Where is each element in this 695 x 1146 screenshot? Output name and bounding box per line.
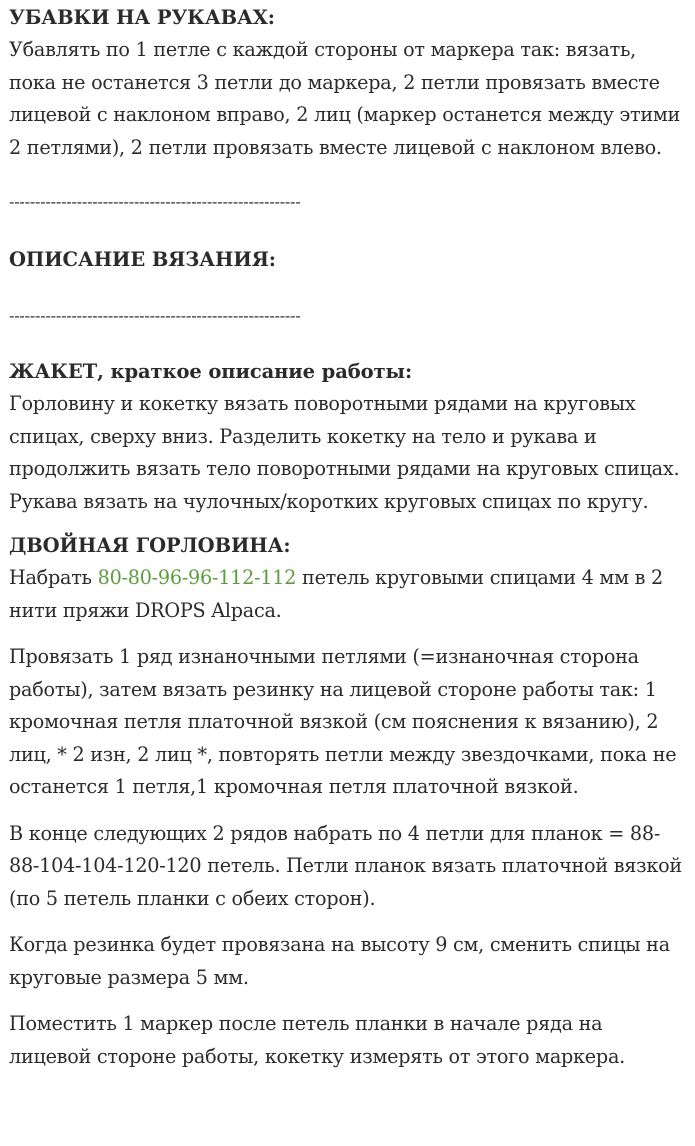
- divider-line: --------------------------------------------------------: [9, 306, 301, 325]
- cast-on-text: Набрать: [9, 566, 98, 589]
- knitting-description-heading: ОПИСАНИЕ ВЯЗАНИЯ:: [9, 248, 276, 271]
- sleeve-decreases-text: Убавлять по 1 петле с каждой стороны от маркера так: вязать, пока не останется 3 петли до маркера, 2 петли провязать вместе лицевой с наклоном вправо, 2 лиц (маркер останется между этими 2 петлями), 2 петли провязать вместе лицевой с наклоном влево.: [9, 38, 681, 159]
- double-neck-heading: ДВОЙНАЯ ГОРЛОВИНА:: [9, 534, 291, 557]
- sleeve-decreases-heading: УБАВКИ НА РУКАВАХ:: [9, 6, 275, 29]
- double-neck-paragraph-1: [9, 562, 685, 627]
- stitch-count-highlight: 80-80-96-96-112-112: [97, 566, 297, 589]
- jacket-heading: ЖАКЕТ, краткое описание работы:: [9, 360, 413, 383]
- section-sleeve-decreases: [9, 0, 685, 164]
- cast-on-text-rest: петель круговыми спицами 4 мм в 2 нити пряжи DROPS Alpaca.: [9, 566, 663, 622]
- double-neck-paragraph-4: Когда резинка будет провязана на высоту 9 см, сменить спицы на круговые размера 5 мм.: [9, 933, 670, 989]
- jacket-text: Горловину и кокетку вязать поворотными рядами на круговых спицах, сверху вниз. Разделить кокетку на тело и рукава и продолжить вязать тело поворотными рядами на круговых спицах. Рукава вязать на чулочных/коротких круговых спицах по кругу.: [9, 392, 680, 513]
- double-neck-paragraph-2: Провязать 1 ряд изнаночными петлями (=изнаночная сторона работы), затем вязать резинку на лицевой стороне работы так: 1 кромочная петля платочной вязкой (см пояснения к вязанию), 2 лиц, * 2 изн, 2 лиц *, повторять петли между звездочками, пока не останется 1 петля,1 кромочная петля платочной вязкой.: [9, 645, 677, 798]
- section-jacket: [9, 356, 685, 518]
- double-neck-paragraph-3: В конце следующих 2 рядов набрать по 4 петли для планок = 88-88-104-104-120-120 петель. Петли планок вязать платочной вязкой (по 5 петель планки с обеих сторон).: [9, 821, 682, 910]
- divider-line: --------------------------------------------------------: [9, 192, 301, 211]
- section-double-neck: [9, 530, 685, 1073]
- double-neck-paragraph-5: Поместить 1 маркер после петель планки в начале ряда на лицевой стороне работы, кокетку измерять от этого маркера.: [9, 1012, 625, 1068]
